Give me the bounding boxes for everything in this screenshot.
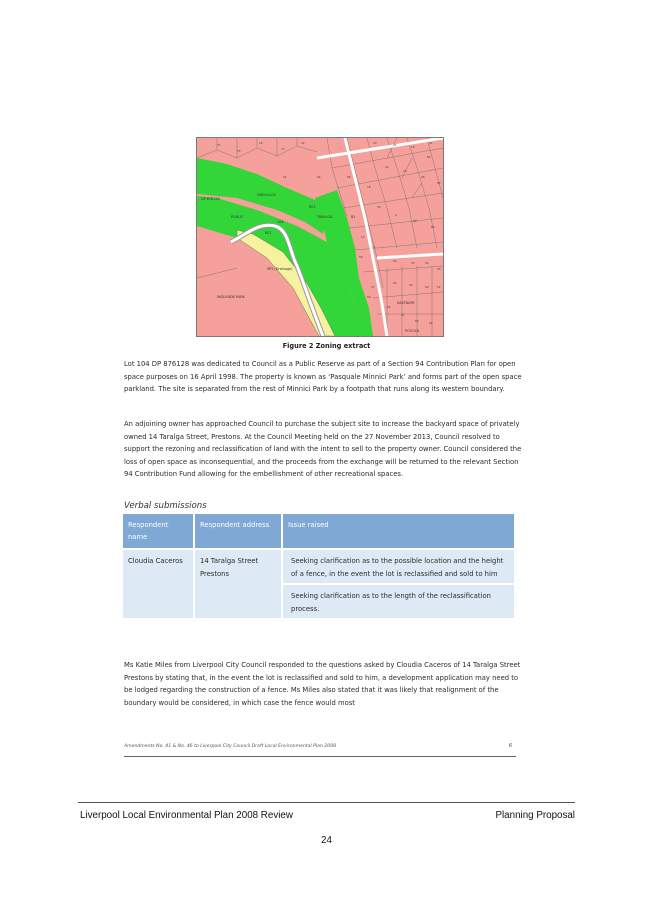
label-taralga: TARALGA bbox=[317, 215, 333, 219]
lot-number: 54 bbox=[425, 261, 429, 265]
lot-number: 26 bbox=[421, 175, 425, 179]
lot-number: 23 bbox=[373, 141, 377, 145]
lot-number: 66 bbox=[347, 175, 351, 179]
lot-number: 59 bbox=[409, 283, 413, 287]
label-public: PUBLIC bbox=[231, 215, 244, 219]
lot-number: 57 bbox=[371, 285, 375, 289]
label-eastbury: EASTBURY bbox=[397, 301, 415, 305]
page-number: 24 bbox=[321, 835, 332, 846]
label-lot-104: 104 bbox=[277, 220, 284, 224]
lot-number: 40 bbox=[437, 267, 441, 271]
label-b1: B1 bbox=[351, 215, 356, 219]
lot-number: 56 bbox=[367, 295, 371, 299]
lot-number: 86 bbox=[431, 225, 435, 229]
lot-number: 60 bbox=[425, 285, 429, 289]
lot-number: 54 bbox=[283, 175, 287, 179]
submissions-table bbox=[123, 514, 514, 618]
inner-document-footer bbox=[124, 742, 516, 757]
label-re1: RE1 bbox=[309, 205, 316, 209]
col-respondent-name: Respondent name bbox=[123, 514, 195, 548]
lot-number: 16 bbox=[259, 141, 263, 145]
lot-number: 52 bbox=[393, 259, 397, 263]
lot-number: 67 bbox=[401, 313, 405, 317]
lot-number: 71 bbox=[217, 143, 221, 147]
cell-respondent: Cloudia Caceros bbox=[123, 548, 195, 618]
zoning-map-graphic bbox=[197, 138, 443, 336]
page-footer-rule bbox=[78, 802, 575, 803]
paragraph-lot-dedication: Lot 104 DP 876128 was dedicated to Council as a Public Reserve as part of a Section 94 Contribution Plan for open space purposes on 16 April 1998. The property is known as ‘Pasquale Minnici Park’ and forms part of the open space parkland. The site is separated from the rest of Minnici Park by a footpath that runs along its western boundary. bbox=[124, 360, 522, 394]
lot-number: 13 bbox=[361, 235, 365, 239]
lot-number: 22 bbox=[385, 165, 389, 169]
table-header-row bbox=[123, 514, 514, 548]
zoning-map bbox=[196, 137, 444, 337]
lot-number: 14 bbox=[301, 141, 305, 145]
label-pocock: POCOCK bbox=[405, 329, 420, 333]
cell-issue-2: Seeking clarification as to the length of the reclassification process. bbox=[283, 583, 514, 618]
lot-number: 58 bbox=[359, 255, 363, 259]
lot-number: 80 bbox=[413, 219, 417, 223]
page-footer-left: Liverpool Local Environmental Plan 2008 Review bbox=[80, 810, 293, 821]
label-grevillea: GREVILLEA bbox=[257, 193, 276, 197]
lot-number: 68 bbox=[415, 319, 419, 323]
lot-number: 84 bbox=[427, 155, 431, 159]
cell-address: 14 Taralga Street Prestons bbox=[195, 548, 283, 618]
paragraph-response: Ms Katie Miles from Liverpool City Council responded to the questions asked by Cloudia Caceros of 14 Taralga Street Prestons by stating that, in the event the lot is reclassified and sold to him, a development application may need to be lodged regarding the construction of a fence. Ms Miles also stated that it was likely that realignment of the boundary would be considered, in which case the fence would most bbox=[124, 661, 521, 707]
lot-number: 53 bbox=[411, 261, 415, 265]
lot-number: 69 bbox=[429, 321, 433, 325]
lot-number: 4 bbox=[395, 213, 397, 217]
section-title: Verbal submissions bbox=[124, 501, 207, 511]
lot-number: 64 bbox=[393, 281, 397, 285]
cell-issue-1: Seeking clarification as to the possible location and the height of a fence, in the event the lot is reclassified and sold to him bbox=[283, 548, 514, 583]
figure-caption: Figure 2 Zoning extract bbox=[282, 342, 371, 350]
lot-number: 50 bbox=[377, 205, 381, 209]
lot-number: 24 bbox=[393, 143, 397, 147]
lot-number: 52 bbox=[437, 285, 441, 289]
lot-number: 9 bbox=[373, 245, 375, 249]
lot-number: 21 bbox=[429, 141, 433, 145]
label-re1b: RE1 bbox=[265, 231, 272, 235]
col-issue-raised: Issue raised bbox=[283, 514, 514, 548]
inner-footer-text: Amendments No. 41 & No. 46 to Liverpool City Council Draft Local Environmental Plan 2008 bbox=[124, 744, 337, 749]
lot-number: 18 bbox=[411, 145, 415, 149]
col-respondent-address: Respondent address bbox=[195, 514, 283, 548]
lot-number: 85 bbox=[437, 181, 441, 185]
label-dp: DP 876128 bbox=[201, 197, 220, 201]
lot-number: 18 bbox=[367, 185, 371, 189]
lot-number: 20 bbox=[403, 169, 407, 173]
lot-number: 13 bbox=[281, 147, 285, 151]
page-footer-right: Planning Proposal bbox=[495, 810, 575, 821]
table-row bbox=[123, 548, 514, 583]
lot-number: 64 bbox=[317, 175, 321, 179]
label-ingleside: INGLESIDE PARK bbox=[217, 295, 245, 299]
inner-footer-page: 6 bbox=[508, 743, 512, 749]
lot-number: 75 bbox=[237, 149, 241, 153]
label-sp2: SP2 (Drainage) bbox=[267, 267, 293, 271]
lot-number: 65 bbox=[387, 305, 391, 309]
paragraph-adjoining-owner: An adjoining owner has approached Council to purchase the subject site to increase the backyard space of privately owned 14 Taralga Street, Prestons. At the Council Meeting held on the 27 November 2013, Council resolved to support the rezoning and reclassification of land with the intent to sell to the property owner. Council considered the loss of open space as inconsequential, and the proceeds from the exchange will be returned to the relevant Section 94 Contribution Fund allowing for the embellishment of other recreational spaces. bbox=[124, 420, 522, 479]
